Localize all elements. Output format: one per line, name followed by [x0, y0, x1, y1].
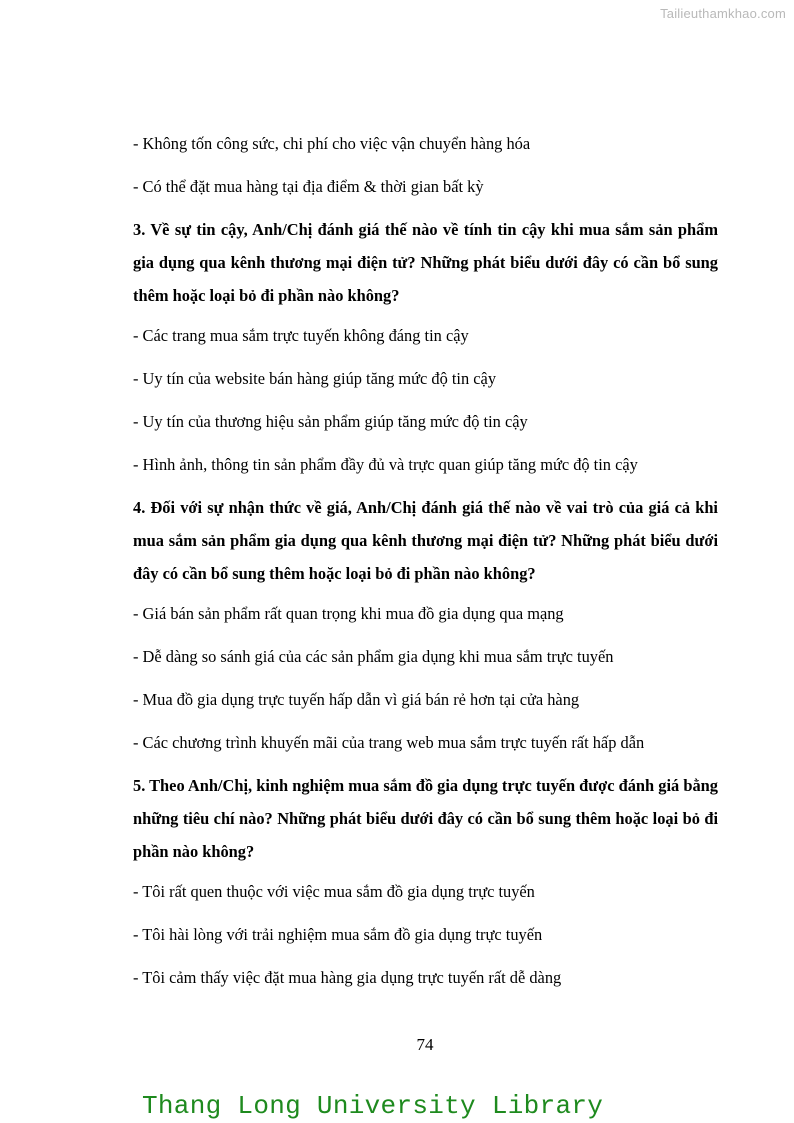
bullet-line: - Hình ảnh, thông tin sản phẩm đầy đủ và trực quan giúp tăng mức độ tin cậy — [133, 455, 638, 474]
bullet-line: - Các chương trình khuyến mãi của trang web mua sắm trực tuyến rất hấp dẫn — [133, 733, 645, 752]
watermark-text: Tailieuthamkhao.com — [660, 6, 786, 21]
bullet-line: - Các trang mua sắm trực tuyến không đáng tin cậy — [133, 326, 469, 345]
bullet-line: - Không tốn công sức, chi phí cho việc vận chuyển hàng hóa — [133, 134, 531, 153]
bullet-line: - Mua đồ gia dụng trực tuyến hấp dẫn vì giá bán rẻ hơn tại cửa hàng — [133, 690, 580, 709]
bullet-line: - Uy tín của website bán hàng giúp tăng mức độ tin cậy — [133, 369, 497, 388]
bullet-line: - Tôi rất quen thuộc với việc mua sắm đồ gia dụng trực tuyến — [133, 882, 535, 901]
bullet-line: - Tôi cảm thấy việc đặt mua hàng gia dụng trực tuyến rất dễ dàng — [133, 968, 562, 987]
bullet-line: - Tôi hài lòng với trải nghiệm mua sắm đồ gia dụng trực tuyến — [133, 925, 543, 944]
question-heading: 5. Theo Anh/Chị, kinh nghiệm mua sắm đồ gia dụng trực tuyến được đánh giá bằng những tiêu chí nào? Những phát biểu dưới đây có cần bổ sung thêm hoặc loại bỏ đi phần nào không? — [133, 776, 718, 861]
bullet-line: - Uy tín của thương hiệu sản phẩm giúp tăng mức độ tin cậy — [133, 412, 528, 431]
page-number: 74 — [416, 1035, 434, 1054]
bullet-line: - Có thể đặt mua hàng tại địa điểm & thời gian bất kỳ — [133, 177, 484, 196]
document-body — [133, 130, 718, 1007]
library-footer: Thang Long University Library — [142, 1091, 604, 1121]
question-heading: 3. Về sự tin cậy, Anh/Chị đánh giá thế nào về tính tin cậy khi mua sắm sản phẩm gia dụng qua kênh thương mại điện tử? Những phát biểu dưới đây có cần bổ sung thêm hoặc loại bỏ đi phần nào không? — [133, 220, 718, 305]
question-heading: 4. Đối với sự nhận thức về giá, Anh/Chị đánh giá thế nào về vai trò của giá cả khi mua sắm sản phẩm gia dụng qua kênh thương mại điện tử? Những phát biểu dưới đây có cần bổ sung thêm hoặc loại bỏ đi phần nào không? — [133, 498, 718, 583]
bullet-line: - Giá bán sản phẩm rất quan trọng khi mua đồ gia dụng qua mạng — [133, 604, 564, 623]
bullet-line: - Dễ dàng so sánh giá của các sản phẩm gia dụng khi mua sắm trực tuyến — [133, 647, 614, 666]
